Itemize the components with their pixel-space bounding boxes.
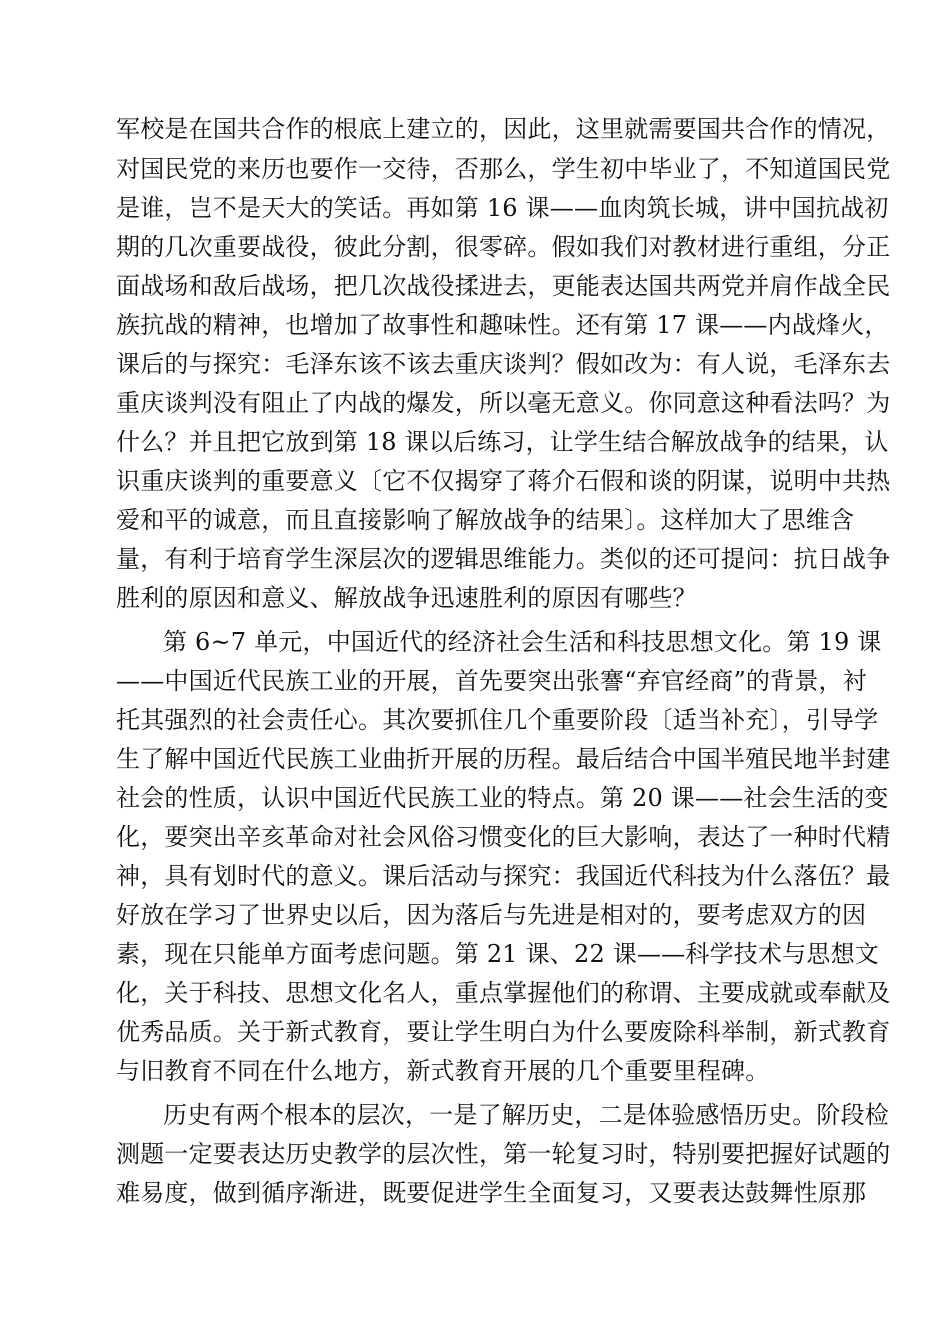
text-line: 胜利的原因和意义、解放战争迅速胜利的原因有哪些？ xyxy=(116,584,697,612)
text-line: 素，现在只能单方面考虑问题。第 21 课、22 课——科学技术与思想文 xyxy=(116,940,879,968)
text-line: 爱和平的诚意，而且直接影响了解放战争的结果〕。这样加大了思维含 xyxy=(116,506,855,534)
text-line: 与旧教育不同在什么地方，新式教育开展的几个重要里程碑。 xyxy=(116,1057,770,1085)
text-line: 好放在学习了世界史以后，因为落后与先进是相对的，要考虑双方的因 xyxy=(116,901,867,929)
text-line: 历史有两个根本的层次，一是了解历史，二是体验感悟历史。阶段检 xyxy=(163,1101,889,1129)
text-line: 是谁，岂不是天大的笑话。再如第 16 课——血肉筑长城，讲中国抗战初 xyxy=(116,194,889,222)
text-line: 化，关于科技、思想文化名人，重点掌握他们的称谓、主要成就或奉献及 xyxy=(116,979,891,1007)
text-line: 托其强烈的社会责任心。其次要抓住几个重要阶段〔适当补充〕，引导学 xyxy=(116,706,879,734)
text-line: 社会的性质，认识中国近代民族工业的特点。第 20 课——社会生活的变 xyxy=(116,784,889,812)
text-line: ——中国近代民族工业的开展，首先要突出张謇“弃官经商”的背景，衬 xyxy=(116,667,867,695)
text-line: 族抗战的精神，也增加了故事性和趣味性。还有第 17 课——内战烽火， xyxy=(116,311,889,339)
text-line: 什么？并且把它放到第 18 课以后练习，让学生结合解放战争的结果，认 xyxy=(116,428,889,456)
text-line: 对国民党的来历也要作一交待，否那么，学生初中毕业了，不知道国民党 xyxy=(116,155,891,183)
text-line: 第 6~7 单元，中国近代的经济社会生活和科技思想文化。第 19 课 xyxy=(163,628,882,656)
text-line: 量，有利于培育学生深层次的逻辑思维能力。类似的还可提问：抗日战争 xyxy=(116,545,891,573)
text-line: 面战场和敌后战场，把几次战役揉进去，更能表达国共两党并肩作战全民 xyxy=(116,272,891,300)
text-line: 测题一定要表达历史教学的层次性，第一轮复习时，特别要把握好试题的 xyxy=(116,1140,891,1168)
text-line: 优秀品质。关于新式教育，要让学生明白为什么要废除科举制，新式教育 xyxy=(116,1018,891,1046)
text-line: 神，具有划时代的意义。课后活动与探究：我国近代科技为什么落伍？最 xyxy=(116,862,891,890)
text-line: 军校是在国共合作的根底上建立的，因此，这里就需要国共合作的情况， xyxy=(116,115,891,143)
text-line: 识重庆谈判的重要意义〔它不仅揭穿了蒋介石假和谈的阴谋，说明中共热 xyxy=(116,467,891,495)
text-line: 重庆谈判没有阻止了内战的爆发，所以毫无意义。你同意这种看法吗？为 xyxy=(116,389,891,417)
text-line: 化，要突出辛亥革命对社会风俗习惯变化的巨大影响，表达了一种时代精 xyxy=(116,823,891,851)
text-line: 课后的与探究：毛泽东该不该去重庆谈判？假如改为：有人说，毛泽东去 xyxy=(116,350,891,378)
text-line: 难易度，做到循序渐进，既要促进学生全面复习，又要表达鼓舞性原那 xyxy=(116,1179,867,1207)
text-line: 期的几次重要战役，彼此分割，很零碎。假如我们对教材进行重组，分正 xyxy=(116,233,891,261)
text-line: 生了解中国近代民族工业曲折开展的历程。最后结合中国半殖民地半封建 xyxy=(116,745,891,773)
